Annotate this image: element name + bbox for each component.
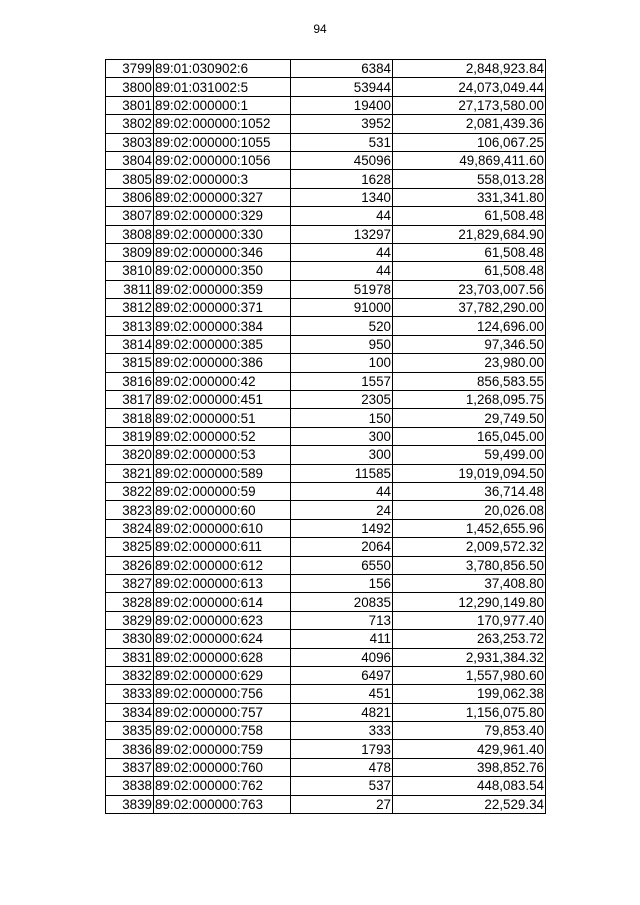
cadastral-value: 20,026.08 — [393, 501, 546, 519]
row-number: 3829 — [106, 611, 154, 629]
table-row — [106, 501, 546, 519]
area-value: 51978 — [291, 280, 393, 298]
cadastral-value: 29,749.50 — [393, 409, 546, 427]
cadastral-number: 89:02:000000:760 — [154, 758, 291, 776]
table-row — [106, 703, 546, 721]
table-row — [106, 648, 546, 666]
cadastral-value: 59,499.00 — [393, 446, 546, 464]
cadastral-number: 89:02:000000:1052 — [154, 115, 291, 133]
area-value: 150 — [291, 409, 393, 427]
row-number: 3828 — [106, 593, 154, 611]
cadastral-value: 1,452,655.96 — [393, 519, 546, 537]
cadastral-value: 331,341.80 — [393, 188, 546, 206]
table-row — [106, 115, 546, 133]
cadastral-value: 1,268,095.75 — [393, 391, 546, 409]
area-value: 13297 — [291, 225, 393, 243]
cadastral-value: 3,780,856.50 — [393, 556, 546, 574]
area-value: 3952 — [291, 115, 393, 133]
cadastral-value: 429,961.40 — [393, 740, 546, 758]
area-value: 19400 — [291, 96, 393, 114]
cadastral-value: 106,067.25 — [393, 133, 546, 151]
area-value: 333 — [291, 722, 393, 740]
row-number: 3819 — [106, 427, 154, 445]
area-value: 478 — [291, 758, 393, 776]
table-row — [106, 611, 546, 629]
cadastral-number: 89:01:031002:5 — [154, 78, 291, 96]
table-row — [106, 280, 546, 298]
area-value: 1557 — [291, 372, 393, 390]
cadastral-number: 89:02:000000:359 — [154, 280, 291, 298]
cadastral-number: 89:02:000000:611 — [154, 538, 291, 556]
cadastral-value: 2,848,923.84 — [393, 60, 546, 78]
cadastral-number: 89:02:000000:589 — [154, 464, 291, 482]
area-value: 2305 — [291, 391, 393, 409]
cadastral-value: 12,290,149.80 — [393, 593, 546, 611]
area-value: 91000 — [291, 299, 393, 317]
cadastral-value: 97,346.50 — [393, 335, 546, 353]
cadastral-number: 89:02:000000:42 — [154, 372, 291, 390]
cadastral-number: 89:02:000000:327 — [154, 188, 291, 206]
cadastral-value: 19,019,094.50 — [393, 464, 546, 482]
cadastral-value-table — [105, 59, 546, 814]
table-row — [106, 427, 546, 445]
cadastral-value: 2,009,572.32 — [393, 538, 546, 556]
table-row — [106, 519, 546, 537]
cadastral-value: 1,557,980.60 — [393, 666, 546, 684]
cadastral-number: 89:02:000000:758 — [154, 722, 291, 740]
cadastral-number: 89:02:000000:1056 — [154, 151, 291, 169]
row-number: 3820 — [106, 446, 154, 464]
table-row — [106, 225, 546, 243]
row-number: 3800 — [106, 78, 154, 96]
table-row — [106, 262, 546, 280]
row-number: 3833 — [106, 685, 154, 703]
cadastral-value: 1,156,075.80 — [393, 703, 546, 721]
cadastral-number: 89:02:000000:613 — [154, 574, 291, 592]
row-number: 3830 — [106, 630, 154, 648]
table-row — [106, 777, 546, 795]
row-number: 3811 — [106, 280, 154, 298]
cadastral-value: 37,408.80 — [393, 574, 546, 592]
row-number: 3824 — [106, 519, 154, 537]
area-value: 27 — [291, 795, 393, 813]
cadastral-value: 22,529.34 — [393, 795, 546, 813]
area-value: 44 — [291, 207, 393, 225]
area-value: 6550 — [291, 556, 393, 574]
cadastral-number: 89:02:000000:350 — [154, 262, 291, 280]
area-value: 6497 — [291, 666, 393, 684]
table-row — [106, 188, 546, 206]
row-number: 3802 — [106, 115, 154, 133]
cadastral-value: 23,980.00 — [393, 354, 546, 372]
row-number: 3822 — [106, 482, 154, 500]
row-number: 3801 — [106, 96, 154, 114]
cadastral-number: 89:02:000000:60 — [154, 501, 291, 519]
row-number: 3839 — [106, 795, 154, 813]
table-row — [106, 464, 546, 482]
table-row — [106, 409, 546, 427]
table-row — [106, 243, 546, 261]
area-value: 531 — [291, 133, 393, 151]
cadastral-value: 21,829,684.90 — [393, 225, 546, 243]
row-number: 3821 — [106, 464, 154, 482]
cadastral-number: 89:02:000000:610 — [154, 519, 291, 537]
cadastral-number: 89:02:000000:762 — [154, 777, 291, 795]
cadastral-number: 89:02:000000:451 — [154, 391, 291, 409]
cadastral-value: 23,703,007.56 — [393, 280, 546, 298]
page-number: 94 — [313, 22, 327, 36]
area-value: 6384 — [291, 60, 393, 78]
row-number: 3831 — [106, 648, 154, 666]
area-value: 11585 — [291, 464, 393, 482]
area-value: 100 — [291, 354, 393, 372]
table-row — [106, 354, 546, 372]
cadastral-value: 124,696.00 — [393, 317, 546, 335]
cadastral-value: 398,852.76 — [393, 758, 546, 776]
table-row — [106, 630, 546, 648]
cadastral-number: 89:02:000000:1055 — [154, 133, 291, 151]
cadastral-number: 89:02:000000:612 — [154, 556, 291, 574]
cadastral-value: 61,508.48 — [393, 207, 546, 225]
area-value: 156 — [291, 574, 393, 592]
table-row — [106, 207, 546, 225]
row-number: 3805 — [106, 170, 154, 188]
cadastral-number: 89:02:000000:614 — [154, 593, 291, 611]
cadastral-value: 170,977.40 — [393, 611, 546, 629]
row-number: 3818 — [106, 409, 154, 427]
row-number: 3814 — [106, 335, 154, 353]
area-value: 44 — [291, 262, 393, 280]
row-number: 3808 — [106, 225, 154, 243]
row-number: 3837 — [106, 758, 154, 776]
table-row — [106, 758, 546, 776]
cadastral-number: 89:02:000000:384 — [154, 317, 291, 335]
cadastral-number: 89:02:000000:385 — [154, 335, 291, 353]
cadastral-number: 89:01:030902:6 — [154, 60, 291, 78]
area-value: 300 — [291, 446, 393, 464]
cadastral-number: 89:02:000000:3 — [154, 170, 291, 188]
table-row — [106, 446, 546, 464]
row-number: 3815 — [106, 354, 154, 372]
area-value: 451 — [291, 685, 393, 703]
area-value: 537 — [291, 777, 393, 795]
area-value: 1793 — [291, 740, 393, 758]
cadastral-number: 89:02:000000:330 — [154, 225, 291, 243]
table-row — [106, 60, 546, 78]
table-row — [106, 133, 546, 151]
table-row — [106, 317, 546, 335]
table-row — [106, 685, 546, 703]
row-number: 3803 — [106, 133, 154, 151]
cadastral-number: 89:02:000000:757 — [154, 703, 291, 721]
cadastral-value: 2,931,384.32 — [393, 648, 546, 666]
cadastral-value: 165,045.00 — [393, 427, 546, 445]
area-value: 45096 — [291, 151, 393, 169]
table-row — [106, 170, 546, 188]
table-row — [106, 482, 546, 500]
cadastral-number: 89:02:000000:59 — [154, 482, 291, 500]
area-value: 1628 — [291, 170, 393, 188]
cadastral-value: 856,583.55 — [393, 372, 546, 390]
cadastral-value: 49,869,411.60 — [393, 151, 546, 169]
row-number: 3807 — [106, 207, 154, 225]
area-value: 44 — [291, 243, 393, 261]
area-value: 2064 — [291, 538, 393, 556]
table-row — [106, 593, 546, 611]
cadastral-number: 89:02:000000:623 — [154, 611, 291, 629]
cadastral-number: 89:02:000000:756 — [154, 685, 291, 703]
table-row — [106, 78, 546, 96]
table-body — [106, 60, 546, 814]
cadastral-number: 89:02:000000:53 — [154, 446, 291, 464]
table-row — [106, 335, 546, 353]
area-value: 713 — [291, 611, 393, 629]
cadastral-value: 27,173,580.00 — [393, 96, 546, 114]
cadastral-number: 89:02:000000:329 — [154, 207, 291, 225]
table-row — [106, 556, 546, 574]
area-value: 4821 — [291, 703, 393, 721]
cadastral-number: 89:02:000000:371 — [154, 299, 291, 317]
area-value: 300 — [291, 427, 393, 445]
cadastral-value: 558,013.28 — [393, 170, 546, 188]
cadastral-value: 37,782,290.00 — [393, 299, 546, 317]
row-number: 3834 — [106, 703, 154, 721]
row-number: 3836 — [106, 740, 154, 758]
cadastral-number: 89:02:000000:346 — [154, 243, 291, 261]
row-number: 3817 — [106, 391, 154, 409]
table-row — [106, 299, 546, 317]
cadastral-value: 36,714.48 — [393, 482, 546, 500]
table-row — [106, 538, 546, 556]
table-row — [106, 96, 546, 114]
row-number: 3825 — [106, 538, 154, 556]
row-number: 3826 — [106, 556, 154, 574]
area-value: 411 — [291, 630, 393, 648]
cadastral-number: 89:02:000000:386 — [154, 354, 291, 372]
table-row — [106, 722, 546, 740]
area-value: 1492 — [291, 519, 393, 537]
row-number: 3832 — [106, 666, 154, 684]
cadastral-number: 89:02:000000:628 — [154, 648, 291, 666]
cadastral-value: 448,083.54 — [393, 777, 546, 795]
cadastral-number: 89:02:000000:763 — [154, 795, 291, 813]
table-row — [106, 666, 546, 684]
table-row — [106, 391, 546, 409]
area-value: 4096 — [291, 648, 393, 666]
row-number: 3816 — [106, 372, 154, 390]
cadastral-number: 89:02:000000:1 — [154, 96, 291, 114]
row-number: 3799 — [106, 60, 154, 78]
row-number: 3804 — [106, 151, 154, 169]
row-number: 3809 — [106, 243, 154, 261]
cadastral-value: 263,253.72 — [393, 630, 546, 648]
row-number: 3810 — [106, 262, 154, 280]
area-value: 20835 — [291, 593, 393, 611]
table-row — [106, 574, 546, 592]
cadastral-value: 199,062.38 — [393, 685, 546, 703]
row-number: 3823 — [106, 501, 154, 519]
row-number: 3835 — [106, 722, 154, 740]
area-value: 24 — [291, 501, 393, 519]
area-value: 950 — [291, 335, 393, 353]
cadastral-number: 89:02:000000:51 — [154, 409, 291, 427]
row-number: 3838 — [106, 777, 154, 795]
table-row — [106, 372, 546, 390]
area-value: 53944 — [291, 78, 393, 96]
cadastral-value: 2,081,439.36 — [393, 115, 546, 133]
cadastral-value: 79,853.40 — [393, 722, 546, 740]
cadastral-value: 61,508.48 — [393, 262, 546, 280]
area-value: 1340 — [291, 188, 393, 206]
cadastral-value: 61,508.48 — [393, 243, 546, 261]
row-number: 3827 — [106, 574, 154, 592]
cadastral-number: 89:02:000000:52 — [154, 427, 291, 445]
table-row — [106, 151, 546, 169]
row-number: 3806 — [106, 188, 154, 206]
cadastral-number: 89:02:000000:759 — [154, 740, 291, 758]
row-number: 3812 — [106, 299, 154, 317]
cadastral-number: 89:02:000000:624 — [154, 630, 291, 648]
area-value: 44 — [291, 482, 393, 500]
table-row — [106, 795, 546, 813]
table-row — [106, 740, 546, 758]
cadastral-number: 89:02:000000:629 — [154, 666, 291, 684]
row-number: 3813 — [106, 317, 154, 335]
cadastral-value: 24,073,049.44 — [393, 78, 546, 96]
area-value: 520 — [291, 317, 393, 335]
